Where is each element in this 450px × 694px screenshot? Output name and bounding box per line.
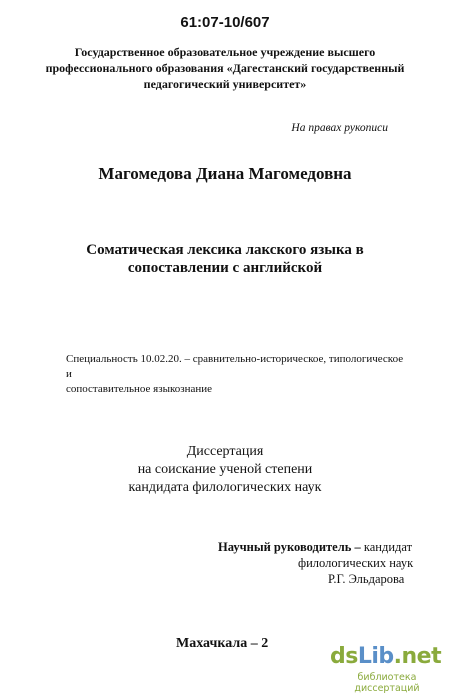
institution-name: [0, 44, 450, 92]
document-code: 61:07-10/607: [180, 14, 270, 31]
dissertation-title: [0, 241, 450, 277]
supervisor-field: филологических наук: [298, 556, 414, 570]
institution-line: профессионального образования «Дагестанский государственный: [45, 61, 405, 75]
specialty-line: Специальность 10.02.20. – сравнительно-историческое, типологическое и: [66, 353, 404, 380]
specialty-line: сопоставительное языкознание: [66, 383, 213, 395]
dslib-logo: dsLib.net: [330, 644, 442, 669]
institution-line: Государственное образовательное учреждение высшего: [74, 45, 376, 59]
supervisor-degree: кандидат: [360, 540, 413, 554]
scientific-supervisor: [218, 539, 418, 587]
city-text: Махачкала – 2: [176, 636, 269, 651]
supervisor-name: Р.Г. Эльдарова: [328, 572, 405, 586]
author-name: Магомедова Диана Магомедовна: [98, 164, 352, 183]
supervisor-label: Научный руководитель –: [218, 540, 361, 554]
manuscript-rights-note: На правах рукописи: [291, 122, 388, 134]
specialty: [66, 352, 406, 397]
degree-line: кандидата филологических наук: [128, 480, 322, 495]
title-line: сопоставлении с английской: [127, 260, 323, 276]
degree-line: на соискание ученой степени: [137, 462, 313, 477]
degree-statement: [0, 443, 450, 497]
institution-line: педагогический университет»: [143, 77, 307, 91]
dslib-subtitle: библиотека диссертаций: [354, 672, 420, 694]
title-line: Соматическая лексика лакского языка в: [86, 242, 364, 258]
degree-line: Диссертация: [186, 444, 264, 459]
dslib-watermark-link[interactable]: [324, 640, 450, 694]
city-year: [176, 636, 268, 652]
